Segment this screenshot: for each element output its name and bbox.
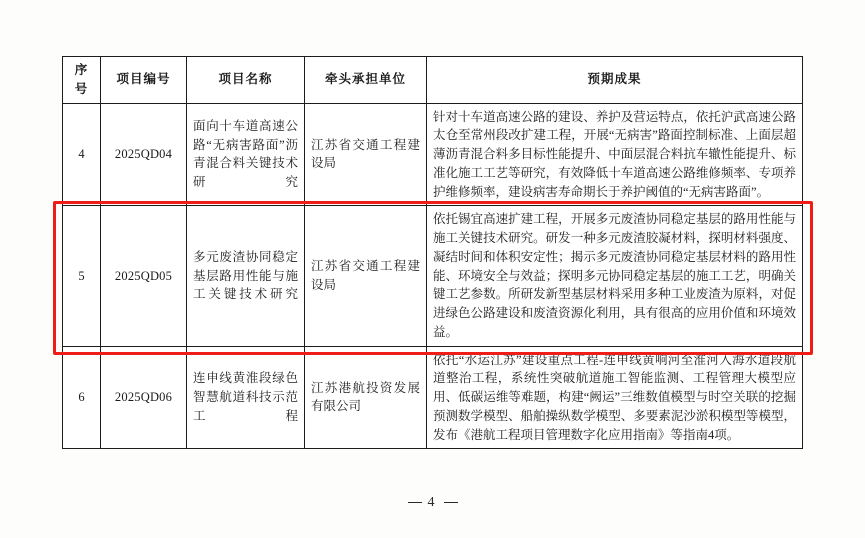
cell-unit: 江苏省交通工程建设局 (305, 103, 427, 206)
table-row (63, 206, 803, 346)
column-header-result: 预期成果 (427, 57, 803, 104)
column-header-no: 序号 (63, 57, 101, 104)
cell-code: 2025QD04 (101, 103, 187, 206)
project-table (62, 56, 803, 449)
cell-unit: 江苏港航投资发展有限公司 (305, 346, 427, 449)
column-header-code: 项目编号 (101, 57, 187, 104)
cell-unit: 江苏省交通工程建设局 (305, 206, 427, 346)
footer-rule-left (408, 502, 422, 503)
table-row (63, 346, 803, 449)
footer-rule-right (444, 502, 458, 503)
table-header (63, 57, 803, 104)
cell-name: 连申线黄淮段绿色智慧航道科技示范工程 (187, 346, 305, 449)
cell-name: 多元废渣协同稳定基层路用性能与施工关键技术研究 (187, 206, 305, 346)
cell-result: 针对十车道高速公路的建设、养护及营运特点，依托沪武高速公路太仓至常州段改扩建工程，开展“无病害”路面控制标准、上面层超薄沥青混合料多目标性能提升、中面层混合料抗车辙性能提升、标准化施工工艺等研究，有效降低十车道高速公路维修频率、专项养护维修频率，建设病害寿命期长于养护阈值的“无病害路面”。 (427, 103, 803, 206)
cell-result: 依托“水运江苏”建设重点工程-连申线黄响河至淮河入海水道段航道整治工程，系统性突破航道施工智能监测、工程管理大模型应用、低碳运维等难题，构建“阙运”三维数值模型与时空关联的挖掘预测数学模型、船舶操纵数学模型、多要素泥沙淤积模型等模型，发布《港航工程项目管理数字化应用指南》等指南4项。 (427, 346, 803, 449)
cell-code: 2025QD06 (101, 346, 187, 449)
cell-no: 6 (63, 346, 101, 449)
page-number: 4 (427, 495, 438, 510)
column-header-unit: 牵头承担单位 (305, 57, 427, 104)
cell-no: 5 (63, 206, 101, 346)
cell-result: 依托锡宜高速扩建工程，开展多元废渣协同稳定基层的路用性能与施工关键技术研究。研发一种多元废渣胶凝材料，探明材料强度、凝结时间和体积安定性；揭示多元废渣协同稳定基层材料的路用性能、环境安全与效益；探明多元协同稳定基层的施工工艺，明确关键工艺参数。所研发新型基层材料采用多种工业废渣为原料，对促进绿色公路建设和废渣资源化利用，具有很高的应用价值和环境效益。 (427, 206, 803, 346)
table-row (63, 103, 803, 206)
table-header-row (63, 57, 803, 104)
table-body (63, 103, 803, 449)
column-header-name: 项目名称 (187, 57, 305, 104)
project-table-container (62, 56, 802, 449)
cell-no: 4 (63, 103, 101, 206)
cell-code: 2025QD05 (101, 206, 187, 346)
cell-name: 面向十车道高速公路“无病害路面”沥青混合料关键技术研究 (187, 103, 305, 206)
page-footer (0, 495, 865, 511)
